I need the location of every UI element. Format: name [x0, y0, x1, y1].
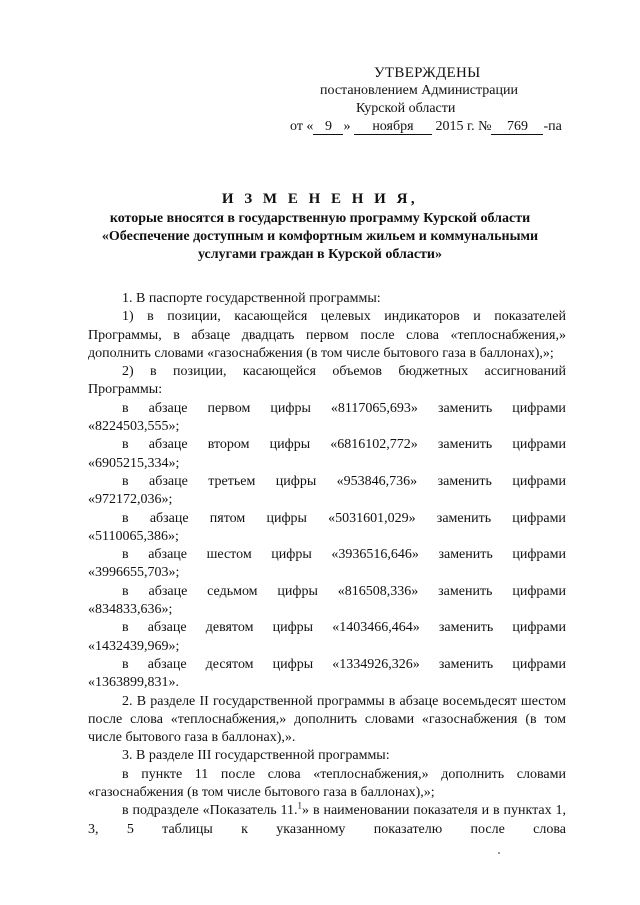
- approval-region: Курской области: [356, 101, 456, 116]
- replacement-w6: заменить: [438, 656, 494, 672]
- item-3-para-2-start: в подразделе «Показатель 11.: [122, 803, 298, 819]
- replacement-new-value: «5110065,386»;: [88, 528, 179, 544]
- heading-title: И З М Е Н Е Н И Я,: [221, 191, 419, 207]
- date-quote: »: [343, 119, 351, 134]
- replacement-w7: цифрами: [512, 620, 566, 636]
- approval-block: [290, 64, 600, 136]
- replacement-item: [88, 546, 566, 583]
- replacement-w7: цифрами: [512, 437, 566, 453]
- replacement-ordinal: седьмом: [207, 583, 258, 599]
- replacement-w6: заменить: [436, 510, 492, 526]
- date-day: 9: [313, 119, 343, 135]
- replacement-old: «3936516,646»: [331, 547, 419, 563]
- replacement-w6: заменить: [438, 583, 493, 599]
- number-suffix: -па: [543, 119, 562, 134]
- replacement-w6: заменить: [438, 547, 493, 563]
- replacement-old: «1403466,464»: [332, 620, 420, 636]
- replacement-ordinal: девятом: [205, 620, 254, 636]
- replacement-w4: цифры: [270, 400, 311, 416]
- document-body: [88, 290, 566, 839]
- replacement-w2: абзаце: [149, 510, 189, 526]
- replacement-ordinal: десятом: [205, 656, 254, 672]
- replacement-w2: абзаце: [149, 473, 188, 489]
- replacement-item: [88, 583, 566, 620]
- replacement-old: «6816102,772»: [330, 437, 418, 453]
- replacement-ordinal: третьем: [208, 473, 256, 489]
- item-1-sub-1: 1) в позиции, касающейся целевых индикаторов и показателей Программы, в абзаце двадцать первом после слова «теплоснабжения,» дополнить словами «газоснабжения (в том числе бытового газа в баллонах),»;: [88, 309, 566, 361]
- replacement-w4: цифры: [272, 656, 314, 672]
- replacement-w7: цифрами: [512, 473, 566, 489]
- replacement-w2: абзаце: [148, 583, 188, 599]
- replacement-old: «816508,336»: [337, 583, 419, 599]
- replacement-line: [88, 583, 566, 601]
- replacement-w7: цифрами: [512, 547, 566, 563]
- heading-line-1: которые вносятся в государственную программу Курской области: [109, 211, 531, 226]
- replacement-new-value: «834833,636»;: [88, 602, 173, 618]
- replacement-list: [88, 400, 566, 693]
- replacement-item: [88, 473, 566, 510]
- replacement-line: [88, 510, 566, 528]
- replacement-item: [88, 510, 566, 547]
- replacement-w6: заменить: [437, 400, 493, 416]
- replacement-w4: цифры: [272, 620, 314, 636]
- replacement-line: [88, 436, 566, 454]
- replacement-w4: цифры: [266, 510, 307, 526]
- date-year: 2015 г. №: [435, 119, 492, 134]
- replacement-item: [88, 619, 566, 656]
- item-3-title: 3. В разделе III государственной программы:: [122, 748, 390, 764]
- replacement-w4: цифры: [275, 473, 317, 489]
- replacement-w6: заменить: [438, 620, 494, 636]
- replacement-w1: в: [122, 656, 129, 672]
- replacement-w1: в: [122, 437, 129, 453]
- replacement-item: [88, 656, 566, 693]
- replacement-line: [88, 656, 566, 674]
- replacement-old: «1334926,326»: [332, 656, 420, 672]
- replacement-w2: абзаце: [147, 620, 187, 636]
- replacement-w1: в: [122, 473, 129, 489]
- heading-line-2: «Обеспечение доступным и комфортным жильем и коммунальными: [101, 229, 539, 244]
- replacement-w4: цифры: [277, 583, 318, 599]
- replacement-line: [88, 473, 566, 491]
- replacement-line: [88, 546, 566, 564]
- replacement-ordinal: втором: [207, 437, 250, 453]
- item-1-title: 1. В паспорте государственной программы:: [122, 291, 381, 306]
- replacement-w2: абзаце: [148, 400, 188, 416]
- replacement-line: [88, 619, 566, 637]
- replacement-ordinal: пятом: [209, 510, 246, 526]
- approval-title: УТВЕРЖДЕНЫ: [374, 65, 481, 81]
- replacement-item: [88, 400, 566, 437]
- replacement-new-value: «6905215,334»;: [88, 455, 180, 471]
- replacement-w1: в: [122, 400, 129, 416]
- replacement-ordinal: шестом: [206, 547, 252, 563]
- approval-date-line: [290, 118, 600, 136]
- replacement-w4: цифры: [271, 547, 312, 563]
- document-number: 769: [491, 119, 543, 135]
- replacement-w2: абзаце: [148, 547, 188, 563]
- item-2: 2. В разделе II государственной программы в абзаце восемьдесят шестом после слова «теплоснабжения,» дополнить словами «газоснабжения (в том числе бытового газа в баллонах),».: [88, 693, 566, 746]
- heading-line-3: услугами граждан в Курской области»: [197, 247, 442, 262]
- approval-issuer: постановлением Администрации: [320, 83, 518, 98]
- replacement-w1: в: [122, 547, 129, 563]
- replacement-w6: заменить: [437, 437, 493, 453]
- replacement-old: «953846,736»: [336, 473, 418, 489]
- replacement-line: [88, 400, 566, 418]
- replacement-w1: в: [122, 620, 129, 636]
- replacement-w6: заменить: [437, 473, 492, 489]
- replacement-old: «5031601,029»: [328, 510, 416, 526]
- replacement-new-value: «1363899,831».: [88, 675, 179, 691]
- replacement-w4: цифры: [269, 437, 311, 453]
- scan-speck: [498, 852, 500, 854]
- item-1-sub-2: 2) в позиции, касающейся объемов бюджетных ассигнований Программы:: [88, 364, 566, 398]
- date-prefix: от «: [290, 119, 314, 134]
- replacement-old: «8117065,693»: [330, 400, 418, 416]
- item-3-para-1: в пункте 11 после слова «теплоснабжения,» дополнить словами «газоснабжения (в том числе бытового газа в баллонах),»;: [88, 766, 566, 801]
- replacement-new-value: «8224503,555»;: [88, 419, 180, 435]
- document-heading: [0, 190, 640, 264]
- replacement-w7: цифрами: [512, 400, 566, 416]
- replacement-w2: абзаце: [148, 437, 188, 453]
- replacement-w2: абзаце: [147, 656, 187, 672]
- replacement-w1: в: [122, 510, 129, 526]
- replacement-item: [88, 436, 566, 473]
- replacement-ordinal: первом: [207, 400, 251, 416]
- replacement-w7: цифрами: [512, 656, 566, 672]
- replacement-w7: цифрами: [512, 510, 566, 526]
- item-3-para-2-end: » в наименовании показателя и в пунктах 1, 3, 5 таблицы к указанному показателю после слова: [88, 803, 566, 837]
- replacement-new-value: «972172,036»;: [88, 492, 173, 508]
- date-month: ноября: [354, 119, 432, 135]
- replacement-new-value: «3996655,703»;: [88, 565, 180, 581]
- item-3-para-2: [88, 802, 566, 839]
- replacement-w1: в: [122, 583, 129, 599]
- superscript-one: 1: [297, 800, 303, 811]
- replacement-new-value: «1432439,969»;: [88, 638, 180, 654]
- replacement-w7: цифрами: [512, 583, 566, 599]
